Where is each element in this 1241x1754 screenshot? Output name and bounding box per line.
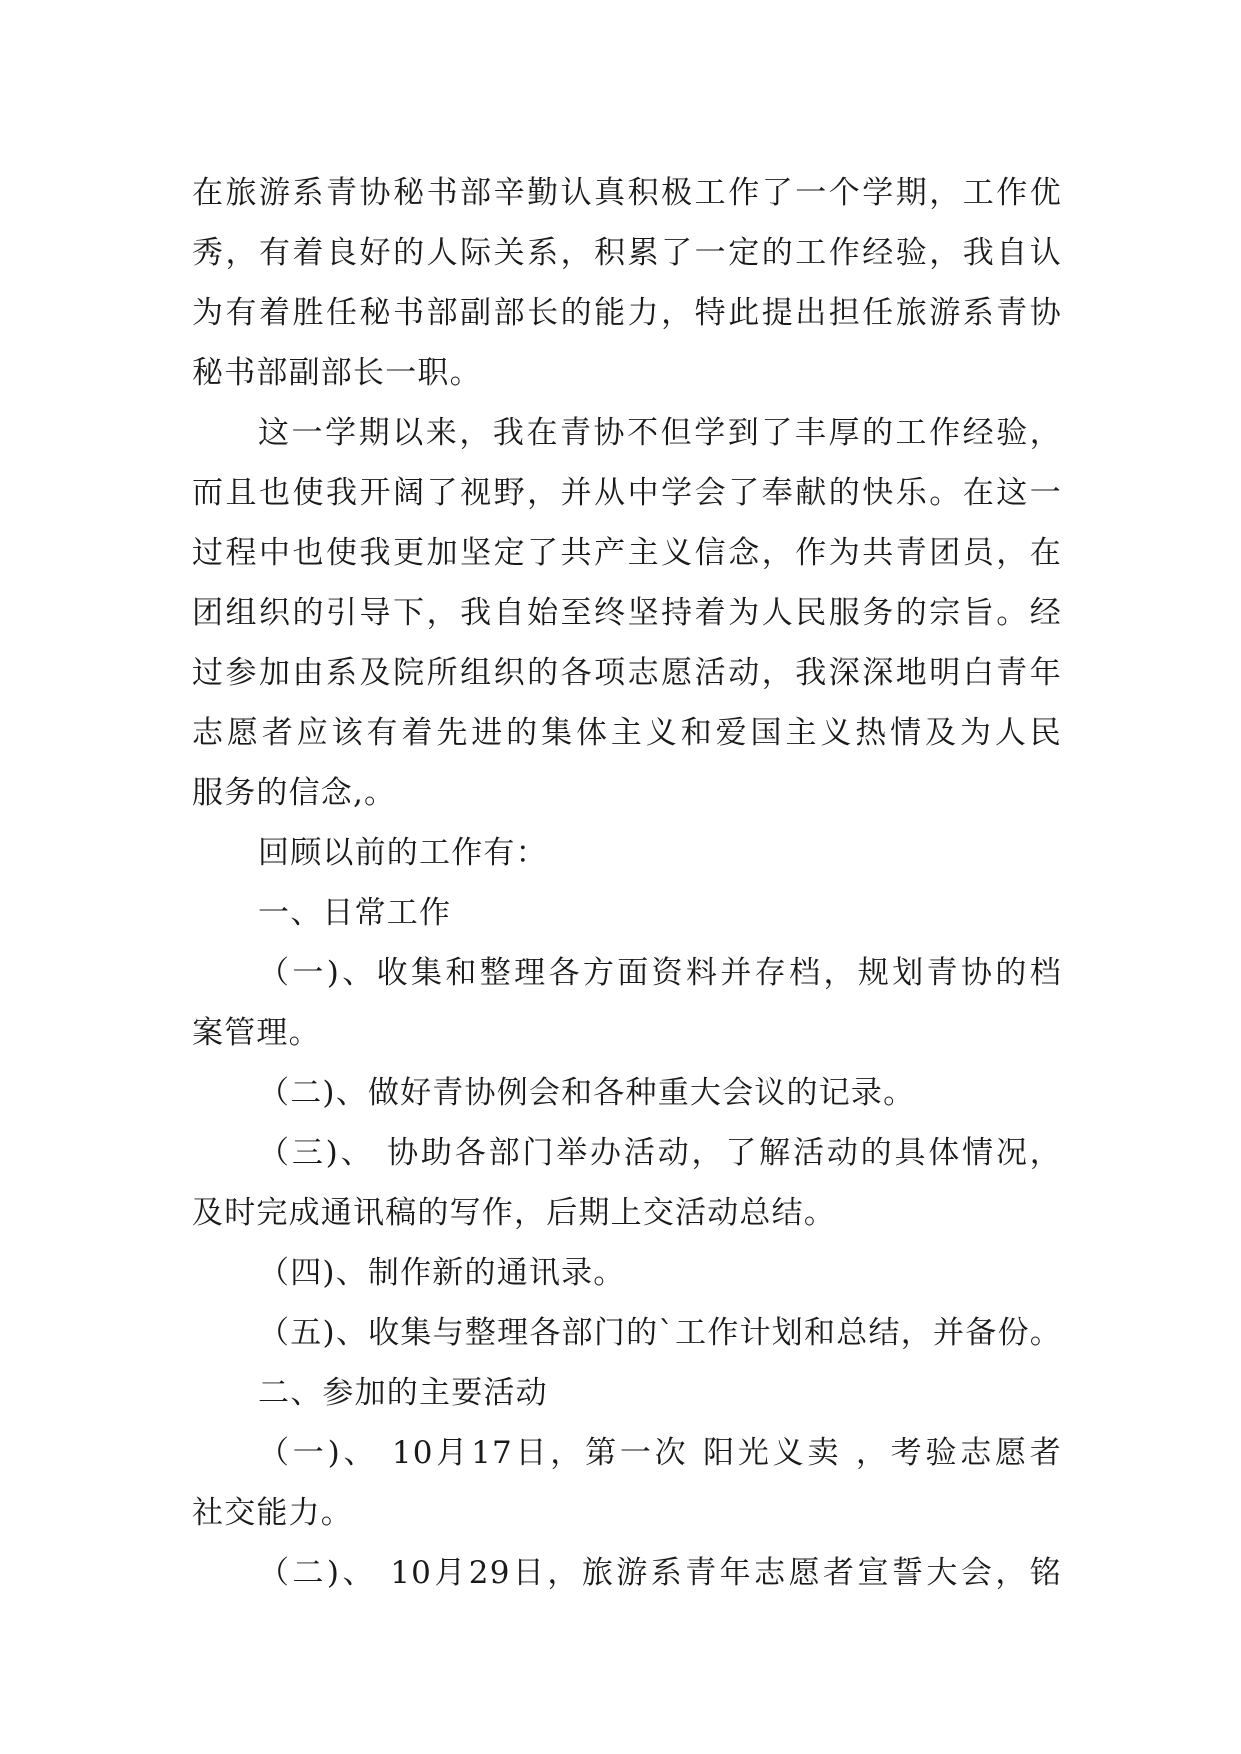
paragraph-line: 过程中也使我更加坚定了共产主义信念，作为共青团员，在 (192, 535, 1062, 571)
paragraph-line: 为有着胜任秘书部副部长的能力，特此提出担任旅游系青协 (192, 295, 1062, 331)
list-item-line: 社交能力。 (192, 1495, 353, 1531)
list-item-line: （二)、 10月29日，旅游系青年志愿者宣誓大会，铭 (258, 1555, 1062, 1591)
paragraph-line: 秘书部副部长一职。 (192, 355, 482, 391)
list-item-line: （五)、收集与整理各部门的`工作计划和总结，并备份。 (258, 1315, 1062, 1351)
section-heading: 二、参加的主要活动 (258, 1375, 548, 1411)
section-intro: 回顾以前的工作有： (258, 835, 548, 871)
list-item-line: （一)、收集和整理各方面资料并存档，规划青协的档 (258, 955, 1062, 991)
list-item-line: （一)、 10月17日，第一次 阳光义卖 ，考验志愿者 (258, 1435, 1062, 1471)
paragraph-line: 秀，有着良好的人际关系，积累了一定的工作经验，我自认 (192, 235, 1062, 271)
list-item-line: 案管理。 (192, 1015, 321, 1051)
paragraph-line: 团组织的引导下，我自始至终坚持着为人民服务的宗旨。经 (192, 595, 1062, 631)
paragraph-line: 服务的信念,。 (192, 775, 397, 811)
list-item-line: 及时完成通讯稿的写作，后期上交活动总结。 (192, 1195, 836, 1231)
paragraph-line: 在旅游系青协秘书部辛勤认真积极工作了一个学期，工作优 (192, 175, 1062, 211)
list-item-line: （三)、 协助各部门举办活动，了解活动的具体情况， (258, 1135, 1062, 1171)
list-item-line: （四)、制作新的通讯录。 (258, 1255, 626, 1291)
paragraph-line: 而且也使我开阔了视野，并从中学会了奉献的快乐。在这一 (192, 475, 1062, 511)
paragraph-line: 过参加由系及院所组织的各项志愿活动，我深深地明白青年 (192, 655, 1062, 691)
section-heading: 一、日常工作 (258, 895, 452, 931)
list-item-line: （二)、做好青协例会和各种重大会议的记录。 (258, 1075, 916, 1111)
paragraph-line: 这一学期以来，我在青协不但学到了丰厚的工作经验， (258, 415, 1062, 451)
paragraph-line: 志愿者应该有着先进的集体主义和爱国主义热情及为人民 (192, 715, 1062, 751)
document-body (192, 163, 1062, 1603)
